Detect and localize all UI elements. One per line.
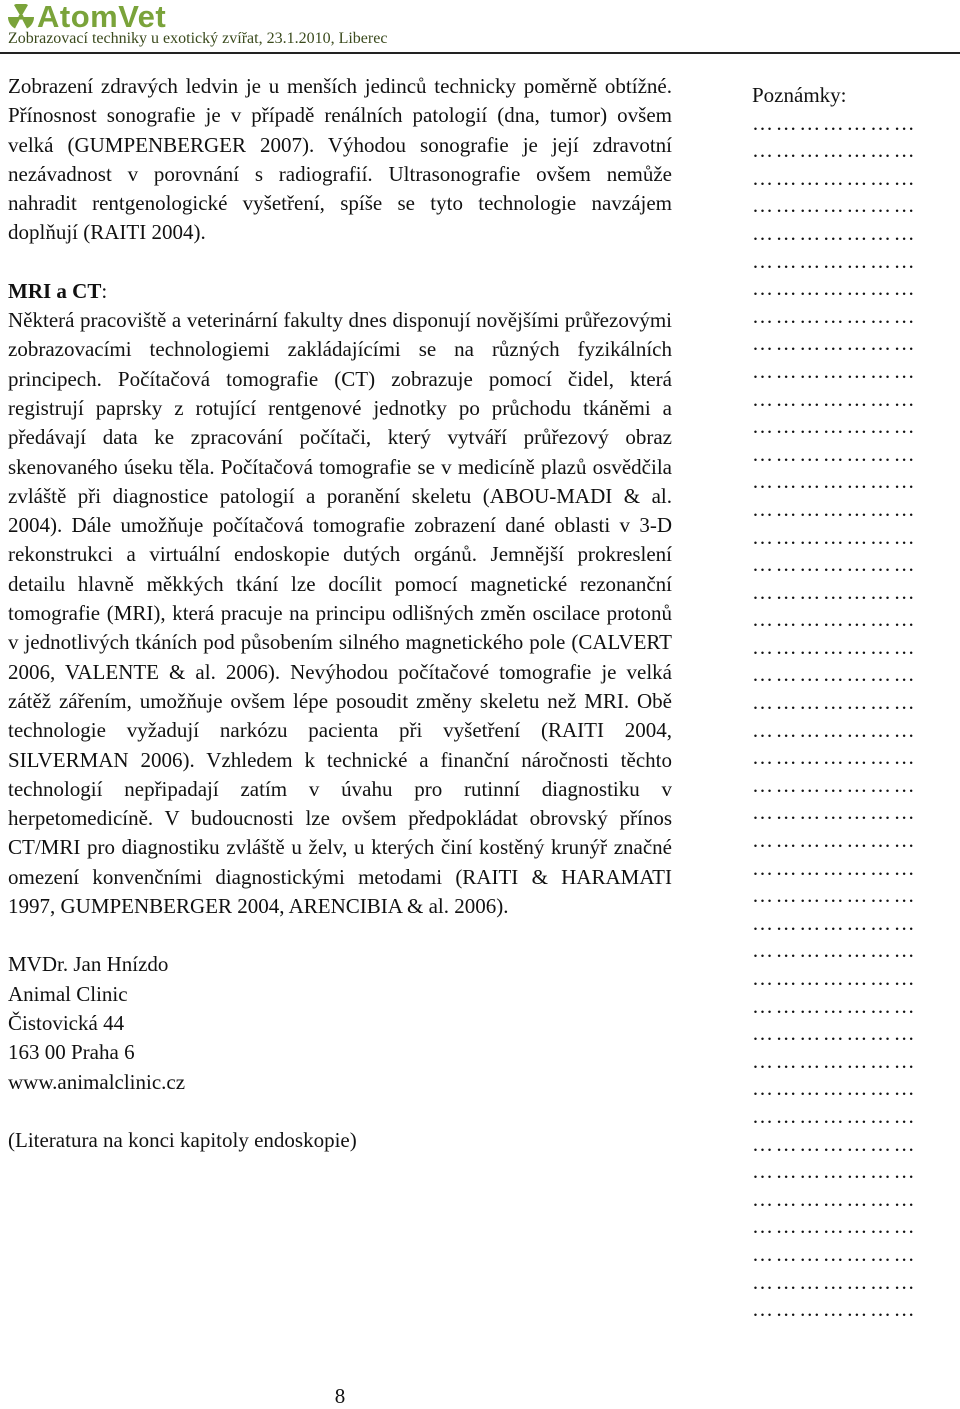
- notes-dotted-line: …………………: [752, 1159, 918, 1184]
- logo-text: AtomVet: [37, 0, 167, 34]
- notes-dotted-line: …………………: [752, 552, 918, 577]
- notes-dotted-line: …………………: [752, 662, 918, 687]
- notes-dotted-line: …………………: [752, 1076, 918, 1101]
- notes-dotted-line: …………………: [752, 717, 918, 742]
- notes-dotted-line: …………………: [752, 607, 918, 632]
- notes-dotted-line: …………………: [752, 828, 918, 853]
- spacer: [8, 1097, 672, 1126]
- author-address: [8, 950, 672, 1096]
- spacer: [8, 921, 672, 950]
- notes-dotted-line: …………………: [752, 883, 918, 908]
- notes-dotted-line: …………………: [752, 1021, 918, 1046]
- notes-dotted-line: …………………: [752, 1214, 918, 1239]
- notes-dotted-lines: [752, 110, 960, 1324]
- notes-dotted-line: …………………: [752, 358, 918, 383]
- notes-dotted-line: …………………: [752, 496, 918, 521]
- street-address: Čistovická 44: [8, 1010, 125, 1035]
- notes-dotted-line: …………………: [752, 855, 918, 880]
- notes-dotted-line: …………………: [752, 1241, 918, 1266]
- radiation-trefoil-icon: [8, 4, 34, 30]
- notes-dotted-line: …………………: [752, 220, 918, 245]
- notes-dotted-line: …………………: [752, 1131, 918, 1156]
- section-heading-colon: :: [101, 278, 108, 303]
- city-address: 163 00 Praha 6: [8, 1040, 135, 1065]
- section-heading: MRI a CT: [8, 278, 102, 303]
- notes-dotted-line: …………………: [752, 441, 918, 466]
- spacer: [8, 248, 672, 277]
- section-heading-row: [8, 277, 672, 306]
- paragraph-kidney-sonography: Zobrazení zdravých ledvin je u menších jedinců technicky poměrně obtížné. Přínosnost sonografie je v případě renálních patologií (dna, tumor) ovšem velká (GUMPENBERGER 2007). Výhodou sonografie je její zdravotní nezávadnost v porovnání s radiografií. Ultrasonografie ovšem nemůže nahradit rentgenologické vyšetření, spíše se tyto technologie navzájem doplňují (RAITI 2004).: [8, 74, 672, 245]
- notes-dotted-line: …………………: [752, 1269, 918, 1294]
- atomvet-logo: [8, 2, 166, 32]
- event-header: Zobrazovací techniky u exotický zvířat, 23.1.2010, Liberec: [8, 30, 388, 47]
- notes-title: Poznámky:: [752, 83, 847, 107]
- main-text: [8, 72, 672, 1155]
- notes-dotted-line: …………………: [752, 993, 918, 1018]
- notes-dotted-line: …………………: [752, 414, 918, 439]
- notes-dotted-line: …………………: [752, 1186, 918, 1211]
- notes-dotted-line: …………………: [752, 1297, 918, 1322]
- notes-dotted-line: …………………: [752, 745, 918, 770]
- notes-dotted-line: …………………: [752, 1048, 918, 1073]
- notes-dotted-line: …………………: [752, 524, 918, 549]
- website: www.animalclinic.cz: [8, 1069, 186, 1094]
- notes-dotted-line: …………………: [752, 386, 918, 411]
- notes-dotted-line: …………………: [752, 303, 918, 328]
- notes-dotted-line: …………………: [752, 331, 918, 356]
- notes-column: [752, 82, 960, 1324]
- notes-dotted-line: …………………: [752, 938, 918, 963]
- notes-dotted-line: …………………: [752, 910, 918, 935]
- notes-dotted-line: …………………: [752, 579, 918, 604]
- clinic-name: Animal Clinic: [8, 981, 128, 1006]
- notes-dotted-line: …………………: [752, 966, 918, 990]
- header-divider: [0, 52, 960, 54]
- notes-dotted-line: …………………: [752, 110, 918, 135]
- notes-dotted-line: …………………: [752, 193, 918, 218]
- notes-dotted-line: …………………: [752, 469, 918, 494]
- notes-dotted-line: …………………: [752, 165, 918, 190]
- author-name: MVDr. Jan Hnízdo: [8, 952, 169, 977]
- notes-dotted-line: …………………: [752, 690, 918, 715]
- notes-dotted-line: …………………: [752, 634, 918, 659]
- notes-dotted-line: …………………: [752, 248, 918, 273]
- notes-dotted-line: …………………: [752, 772, 918, 797]
- notes-dotted-line: …………………: [752, 138, 918, 163]
- paragraph-mri-ct: Některá pracoviště a veterinární fakulty dnes disponují novějšími průřezovými zobrazovacími technologiemi zakládajícími se na různých fyzikálních principech. Počítačová tomografie (CT) zobrazuje pomocí čidel, která registrují paprsky z rotující rentgenové jednotky po průchodu tkáněmi a předávají data ke zpracování počítači, který vytváří průřezový obraz skenovaného úseku těla. Počítačová tomografie se v medicíně plazů osvědčila zvláště při diagnostice patologií a poranění skeletu (ABOU-MADI & al. 2004). Dále umožňuje počítačová tomografie zobrazení dané oblasti v 3-D rekonstrukci a virtuální endoskopie dutých orgánů. Jemnější prokreslení detailu hlavně měkkých tkání lze docílit pomocí magnetické rezonanční tomografie (MRI), která pracuje na principu odlišných změn oscilace protonů v jednotlivých tkáních pod působením silného magnetického pole (CALVERT 2006, VALENTE & al. 2006). Nevýhodou počítačové tomografie je velká zátěž zářením, umožňuje ovšem lépe posoudit změny skeletu než MRI. Obě technologie vyžadují narkózu pacienta při vyšetření (RAITI 2004, SILVERMAN 2006). Vzhledem k technické a finanční náročnosti těchto technologií nepřipadají zatím v úvahu pro rutinní diagnostiku v herpetomedicíně. V budoucnosti lze ovšem předpokládat obrovský přínos CT/MRI pro diagnostiku zvláště u želv, u kterých činí kostěný krunýř značné omezení konvenčními diagnostickými metodami (RAITI & HARAMATI 1997, GUMPENBERGER 2004, ARENCIBIA & al. 2006).: [8, 308, 672, 919]
- notes-dotted-line: …………………: [752, 800, 918, 825]
- notes-dotted-line: …………………: [752, 276, 918, 301]
- literature-note: (Literatura na konci kapitoly endoskopie): [8, 1127, 357, 1152]
- notes-dotted-line: …………………: [752, 1103, 918, 1128]
- page-number: 8: [334, 1384, 346, 1408]
